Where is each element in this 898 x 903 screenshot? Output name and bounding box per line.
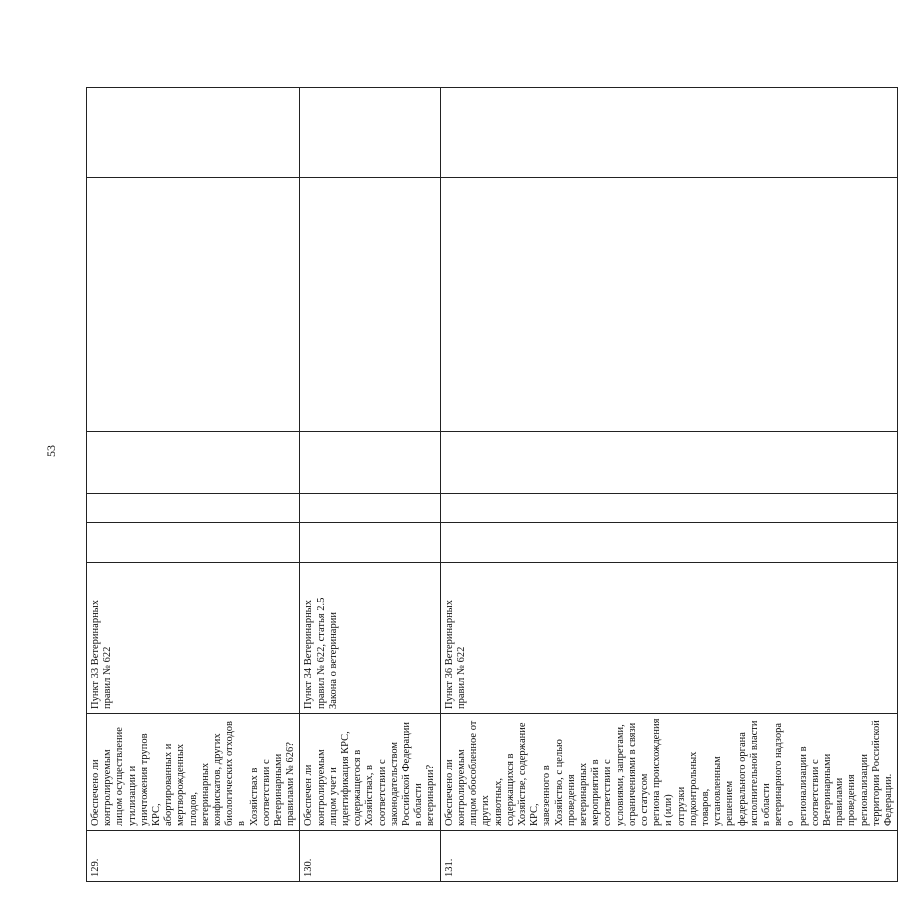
answer-cell (87, 432, 300, 494)
row-number: 130. (300, 831, 440, 882)
table-row (300, 88, 440, 882)
answer-cell (440, 494, 898, 523)
answer-cell (440, 523, 898, 563)
legal-reference: Пункт 36 Ветеринарных правил № 622 (440, 563, 898, 714)
note-cell (300, 88, 440, 178)
control-question: Обеспечен ли контролируемым лицом учет и идентификация КРС, содержащегося в Хозяйствах, в соответствии с законодательством Российской Федерации в области ветеринарии? (300, 714, 440, 831)
note-cell (440, 178, 898, 432)
checklist-table-frame (86, 88, 894, 882)
note-cell (87, 88, 300, 178)
answer-cell (440, 432, 898, 494)
row-number: 131. (440, 831, 898, 882)
page-number: 53 (44, 445, 58, 457)
answer-cell (300, 494, 440, 523)
control-question: Обеспечено ли контролируемым лицом осуществление утилизации и уничтожения трупов КРС, абортированных и мертворожденных плодов, ветеринарных конфискатов, других биологических отходов в Хозяйствах в соответствии с Ветеринарными правилами № 626? (87, 714, 300, 831)
control-question: Обеспечено ли контролируемым лицом обособленное от других животных, содержащихся в Хозяйстве, содержание КРС, завезенного в Хозяйство, с целью проведения ветеринарных мероприятий в соответствии с условиями, запретами, ограничениями в связи со статусом региона происхождения и (или) отгрузки подконтрольных товаров, установленным решением федерального органа исполнительной власти в области ветеринарного надзора о регионализации в соответствии с Ветеринарными правилами проведения регионализации территории Российской Федерации. (440, 714, 898, 831)
answer-cell (87, 523, 300, 563)
answer-cell (300, 432, 440, 494)
row-number: 129. (87, 831, 300, 882)
table-row (440, 88, 898, 882)
checklist-table (86, 87, 898, 882)
note-cell (300, 178, 440, 432)
legal-reference: Пункт 33 Ветеринарных правил № 622 (87, 563, 300, 714)
answer-cell (300, 523, 440, 563)
note-cell (87, 178, 300, 432)
note-cell (440, 88, 898, 178)
answer-cell (87, 494, 300, 523)
legal-reference: Пункт 34 Ветеринарных правил № 622, статья 2.5 Закона о ветеринарии (300, 563, 440, 714)
table-row (87, 88, 300, 882)
